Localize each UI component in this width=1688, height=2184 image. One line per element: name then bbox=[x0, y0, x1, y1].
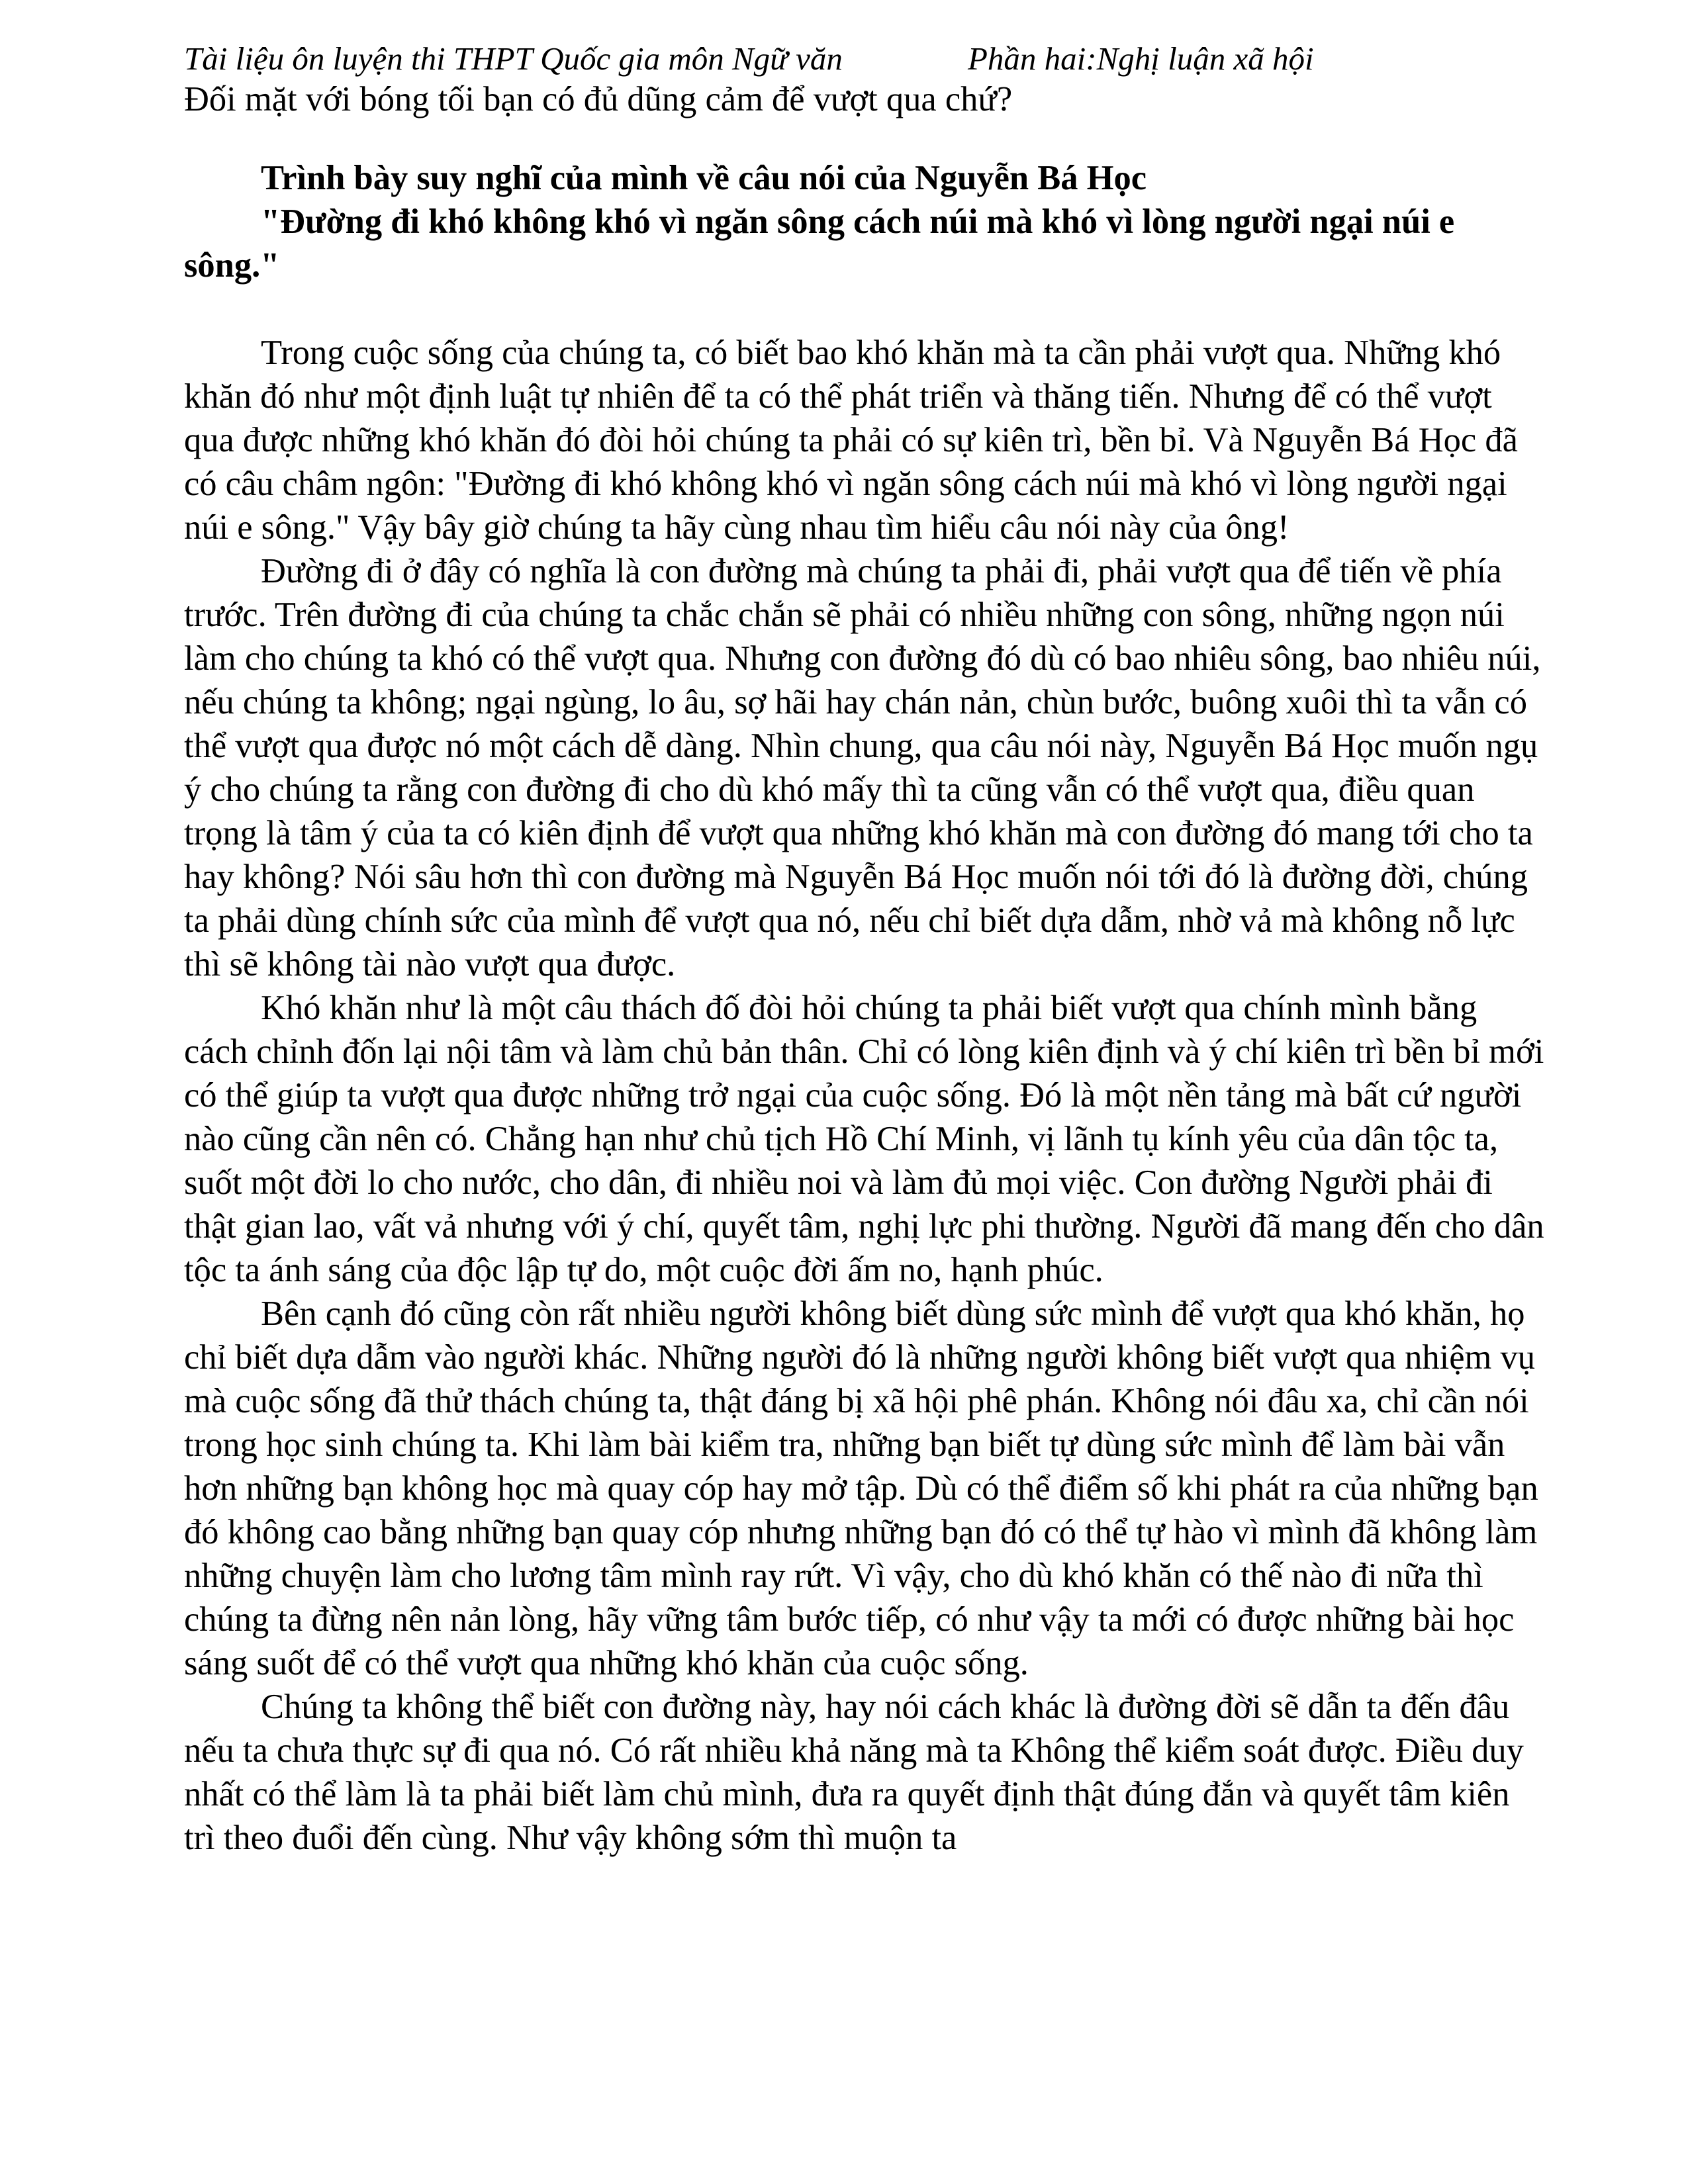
intro-line: Đối mặt với bóng tối bạn có đủ dũng cảm để vượt qua chứ? bbox=[184, 80, 1013, 118]
essay-heading bbox=[184, 156, 1548, 287]
header-document-title: Tài liệu ôn luyện thi THPT Quốc gia môn Ngữ văn bbox=[184, 40, 843, 77]
essay-quote: "Đường đi khó không khó vì ngăn sông cách núi mà khó vì lòng người ngại núi e sông." bbox=[184, 203, 1455, 285]
paragraph-4: Bên cạnh đó cũng còn rất nhiều người không biết dùng sức mình để vượt qua khó khăn, họ chỉ biết dựa dẫm vào người khác. Những người đó là những người không biết vượt qua nhiệm vụ mà cuộc sống đã thử thách chúng ta, thật đáng bị xã hội phê phán. Không nói đâu xa, chỉ cần nói trong học sinh chúng ta. Khi làm bài kiểm tra, những bạn biết tự dùng sức mình để làm bài vẫn hơn những bạn không học mà quay cóp hay mở tập. Dù có thể điểm số khi phát ra của những bạn đó không cao bằng những bạn quay cóp nhưng những bạn đó có thể tự hào vì mình đã không làm những chuyện làm cho lương tâm mình ray rứt. Vì vậy, cho dù khó khăn có thế nào đi nữa thì chúng ta đừng nên nản lòng, hãy vững tâm bước tiếp, có như vậy ta mới có được những bài học sáng suốt để có thể vượt qua những khó khăn của cuộc sống. bbox=[184, 1295, 1538, 1682]
paragraph-5: Chúng ta không thể biết con đường này, hay nói cách khác là đường đời sẽ dẫn ta đến đâu nếu ta chưa thực sự đi qua nó. Có rất nhiều khả năng mà ta Không thể kiểm soát được. Điều duy nhất có thể làm là ta phải biết làm chủ mình, đưa ra quyết định thật đúng đắn và quyết tâm kiên trì theo đuổi đến cùng. Như vậy không sớm thì muộn ta bbox=[184, 1688, 1524, 1857]
paragraph-3: Khó khăn như là một câu thách đố đòi hỏi chúng ta phải biết vượt qua chính mình bằng cách chỉnh đốn lại nội tâm và làm chủ bản thân. Chỉ có lòng kiên định và ý chí kiên trì bền bỉ mới có thể giúp ta vượt qua được những trở ngại của cuộc sống. Đó là một nền tảng mà bất cứ người nào cũng cần nên có. Chẳng hạn như chủ tịch Hồ Chí Minh, vị lãnh tụ kính yêu của dân tộc ta, suốt một đời lo cho nước, cho dân, đi nhiều noi và làm đủ mọi việc. Con đường Người phải đi thật gian lao, vất vả nhưng với ý chí, quyết tâm, nghị lực phi thường. Người đã mang đến cho dân tộc ta ánh sáng của độc lập tự do, một cuộc đời ấm no, hạnh phúc. bbox=[184, 989, 1544, 1289]
essay-body bbox=[184, 331, 1548, 1860]
header-section-title: Phần hai:Nghị luận xã hội bbox=[968, 40, 1314, 77]
paragraph-2: Đường đi ở đây có nghĩa là con đường mà chúng ta phải đi, phải vượt qua để tiến về phía trước. Trên đường đi của chúng ta chắc chắn sẽ phải có nhiều những con sông, những ngọn núi làm cho chúng ta khó có thể vượt qua. Nhưng con đường đó dù có bao nhiêu sông, bao nhiêu núi, nếu chúng ta không; ngại ngùng, lo âu, sợ hãi hay chán nản, chùn bước, buông xuôi thì ta vẫn có thể vượt qua được nó một cách dễ dàng. Nhìn chung, qua câu nói này, Nguyễn Bá Học muốn ngụ ý cho chúng ta rằng con đường đi cho dù khó mấy thì ta cũng vẫn có thể vượt qua, điều quan trọng là tâm ý của ta có kiên định để vượt qua những khó khăn mà con đường đó mang tới cho ta hay không? Nói sâu hơn thì con đường mà Nguyễn Bá Học muốn nói tới đó là đường đời, chúng ta phải dùng chính sức của mình để vượt qua nó, nếu chỉ biết dựa dẫm, nhờ vả mà không nỗ lực thì sẽ không tài nào vượt qua được. bbox=[184, 552, 1541, 983]
essay-title: Trình bày suy nghĩ của mình về câu nói của Nguyễn Bá Học bbox=[261, 159, 1147, 197]
paragraph-1: Trong cuộc sống của chúng ta, có biết bao khó khăn mà ta cần phải vượt qua. Những khó khăn đó như một định luật tự nhiên để ta có thể phát triển và thăng tiến. Nhưng để có thể vượt qua được những khó khăn đó đòi hỏi chúng ta phải có sự kiên trì, bền bỉ. Và Nguyễn Bá Học đã có câu châm ngôn: "Đường đi khó không khó vì ngăn sông cách núi mà khó vì lòng người ngại núi e sông." Vậy bây giờ chúng ta hãy cùng nhau tìm hiểu câu nói này của ông! bbox=[184, 334, 1518, 547]
running-header bbox=[184, 38, 1402, 79]
